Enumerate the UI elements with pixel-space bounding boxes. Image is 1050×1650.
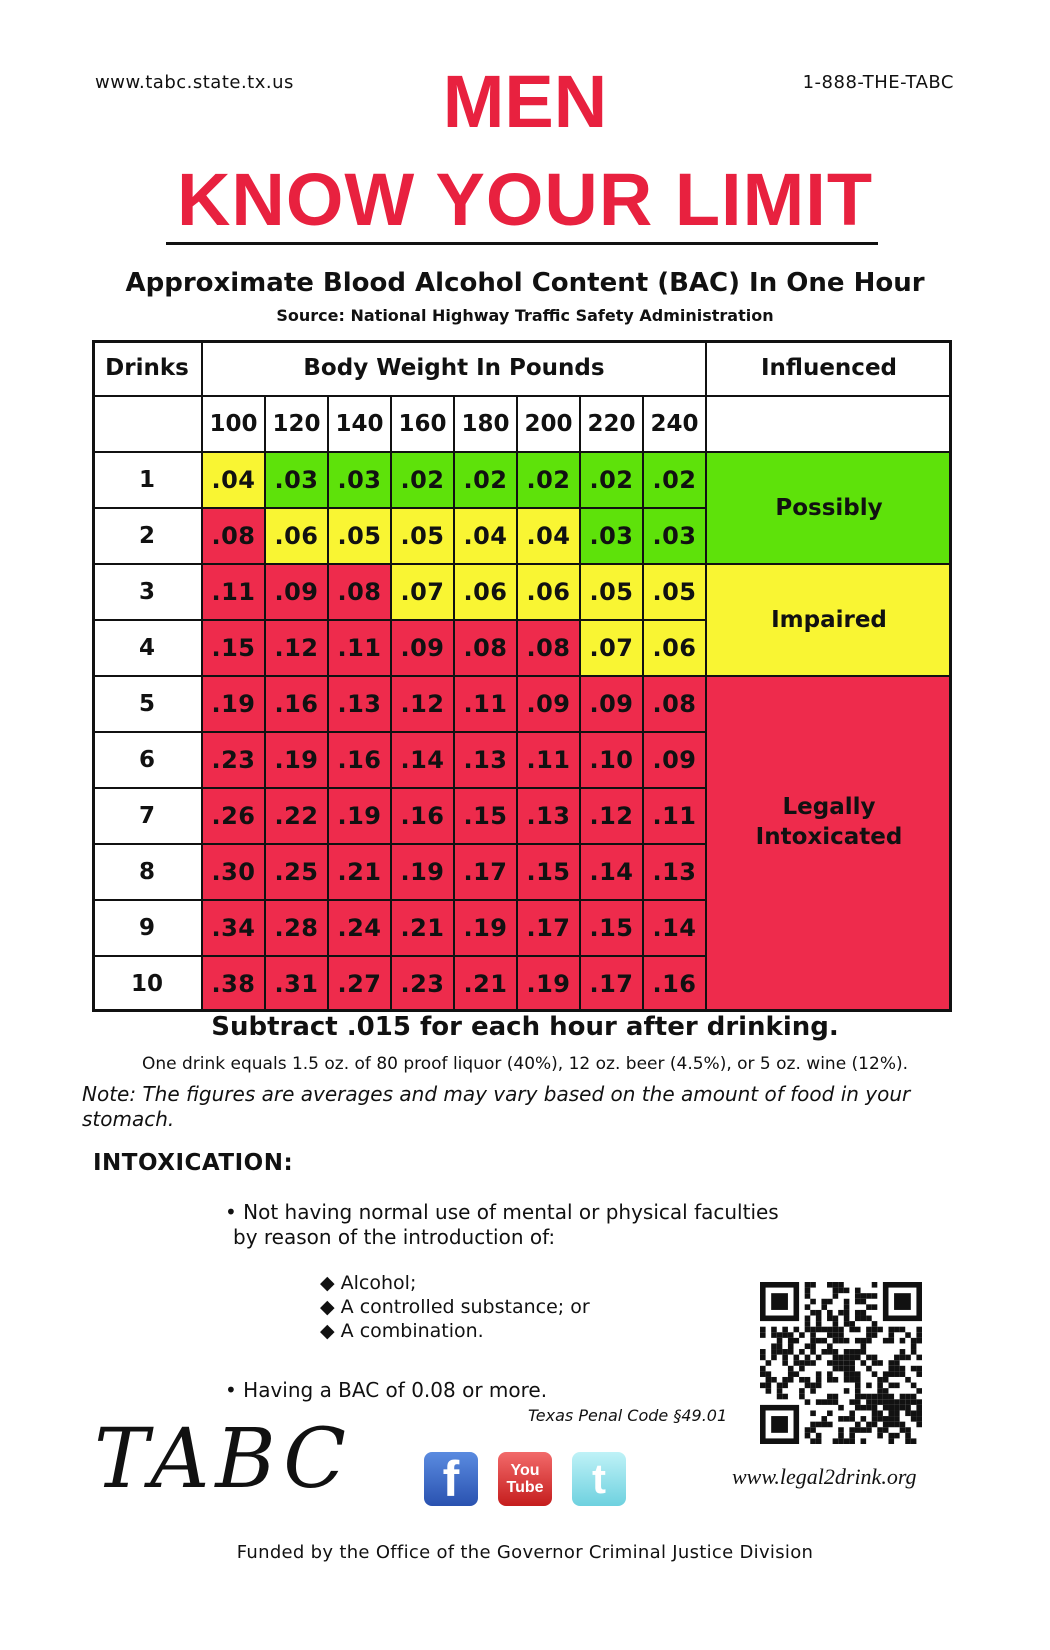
bac-value: .31 [265,956,328,1012]
drinks-count: 6 [92,732,202,788]
bac-value: .12 [391,676,454,732]
bac-value: .19 [265,732,328,788]
food-note: Note: The figures are averages and may vary based on the amount of food in your stomach. [82,1082,911,1131]
zone-label: Possibly [706,452,952,564]
header-phone: 1-888-THE-TABC [802,72,954,93]
bac-value: .17 [454,844,517,900]
bac-value: .12 [580,788,643,844]
bac-value: .06 [454,564,517,620]
bac-value: .08 [202,508,265,564]
bac-value: .09 [580,676,643,732]
facebook-icon[interactable]: f [424,1452,478,1506]
bac-value: .28 [265,900,328,956]
bac-value: .13 [517,788,580,844]
bac-table [92,340,952,1012]
bac-value: .03 [580,508,643,564]
bac-value: .23 [391,956,454,1012]
youtube-icon-bottom: Tube [506,1479,544,1496]
bullet-1-line-2: by reason of the introduction of: [233,1225,556,1249]
bac-value: .10 [580,732,643,788]
drinks-count: 9 [92,900,202,956]
bac-value: .14 [580,844,643,900]
drinks-header: Drinks [92,340,202,396]
drinks-header-blank [92,396,202,452]
bac-value: .26 [202,788,265,844]
bac-value: .15 [580,900,643,956]
weight-140: 140 [328,396,391,452]
youtube-icon[interactable] [498,1452,552,1506]
drinks-count: 7 [92,788,202,844]
title-men: MEN [442,60,608,143]
bac-value: .17 [517,900,580,956]
bac-value: .21 [454,956,517,1012]
drinks-count: 8 [92,844,202,900]
chart-subtitle: Approximate Blood Alcohol Content (BAC) In One Hour [125,268,925,298]
bac-value: .06 [643,620,706,676]
bac-value: .16 [328,732,391,788]
bac-value: .04 [202,452,265,508]
bac-value: .09 [643,732,706,788]
drinks-count: 1 [92,452,202,508]
bac-value: .08 [643,676,706,732]
bac-value: .16 [643,956,706,1012]
bac-value: .06 [517,564,580,620]
funded-by: Funded by the Office of the Governor Criminal Justice Division [236,1542,814,1563]
bac-value: .05 [391,508,454,564]
bac-value: .04 [454,508,517,564]
influenced-header: Influenced [706,340,952,396]
bac-value: .23 [202,732,265,788]
weight-200: 200 [517,396,580,452]
youtube-icon-top: You [510,1462,540,1479]
weight-220: 220 [580,396,643,452]
zone-label: Impaired [706,564,952,676]
drinks-count: 2 [92,508,202,564]
bac-value: .17 [580,956,643,1012]
bac-value: .07 [580,620,643,676]
intoxication-bullet-1 [225,1200,779,1250]
bac-value: .24 [328,900,391,956]
bac-value: .12 [265,620,328,676]
bac-value: .09 [391,620,454,676]
weight-160: 160 [391,396,454,452]
bac-value: .27 [328,956,391,1012]
subtract-note: Subtract .015 for each hour after drinking. [211,1012,839,1042]
bac-value: .21 [391,900,454,956]
drinks-count: 5 [92,676,202,732]
bac-value: .14 [643,900,706,956]
bac-value: .34 [202,900,265,956]
bac-value: .04 [517,508,580,564]
weight-100: 100 [202,396,265,452]
penal-code: Texas Penal Code §49.01 [528,1406,728,1425]
title-know-your-limit: KNOW YOUR LIMIT [176,158,874,241]
bac-value: .02 [454,452,517,508]
bac-value: .19 [391,844,454,900]
bac-value: .13 [328,676,391,732]
sub-item-combination: ◆ A combination. [320,1320,484,1342]
bac-value: .15 [454,788,517,844]
sub-item-alcohol: ◆ Alcohol; [320,1272,417,1294]
body-weight-header: Body Weight In Pounds [202,340,706,396]
header-website[interactable]: www.tabc.state.tx.us [95,72,294,93]
qr-code[interactable] [760,1282,922,1444]
title-underline [166,242,878,245]
bac-value: .03 [643,508,706,564]
zone-label: Legally Intoxicated [706,676,952,1012]
bac-value: .11 [328,620,391,676]
bac-value: .25 [265,844,328,900]
influenced-header-blank [706,396,952,452]
drinks-count: 3 [92,564,202,620]
bac-value: .11 [202,564,265,620]
bac-value: .02 [517,452,580,508]
intoxication-heading: INTOXICATION: [93,1150,294,1176]
bac-value: .16 [265,676,328,732]
bac-value: .19 [328,788,391,844]
bac-value: .02 [643,452,706,508]
sub-item-controlled-substance: ◆ A controlled substance; or [320,1296,590,1318]
bac-value: .13 [643,844,706,900]
chart-source: Source: National Highway Traffic Safety Administration [276,306,774,325]
bac-value: .15 [517,844,580,900]
intoxication-bullet-2: • Having a BAC of 0.08 or more. [225,1378,548,1402]
bac-value: .08 [328,564,391,620]
bac-value: .38 [202,956,265,1012]
drinks-count: 4 [92,620,202,676]
bac-value: .06 [265,508,328,564]
bac-value: .02 [580,452,643,508]
bac-value: .05 [580,564,643,620]
bac-value: .11 [454,676,517,732]
drinks-count: 10 [92,956,202,1012]
legal2drink-website[interactable]: www.legal2drink.org [732,1464,917,1489]
bullet-1-line-1: • Not having normal use of mental or physical faculties [225,1200,779,1224]
bac-value: .09 [265,564,328,620]
bac-value: .08 [454,620,517,676]
weight-180: 180 [454,396,517,452]
weight-120: 120 [265,396,328,452]
bac-value: .21 [328,844,391,900]
bac-value: .19 [517,956,580,1012]
tabc-logo: TABC [94,1412,352,1507]
twitter-icon[interactable]: t [572,1452,626,1506]
bac-value: .11 [643,788,706,844]
bac-value: .14 [391,732,454,788]
bac-value: .15 [202,620,265,676]
bac-value: .16 [391,788,454,844]
bac-value: .07 [391,564,454,620]
bac-value: .05 [643,564,706,620]
bac-value: .03 [265,452,328,508]
bac-value: .08 [517,620,580,676]
weight-240: 240 [643,396,706,452]
bac-value: .03 [328,452,391,508]
bac-value: .13 [454,732,517,788]
bac-value: .19 [202,676,265,732]
drink-definition: One drink equals 1.5 oz. of 80 proof liquor (40%), 12 oz. beer (4.5%), or 5 oz. wine (12%). [141,1054,909,1074]
bac-value: .30 [202,844,265,900]
bac-value: .22 [265,788,328,844]
bac-value: .11 [517,732,580,788]
bac-value: .02 [391,452,454,508]
bac-value: .05 [328,508,391,564]
bac-value: .19 [454,900,517,956]
bac-value: .09 [517,676,580,732]
